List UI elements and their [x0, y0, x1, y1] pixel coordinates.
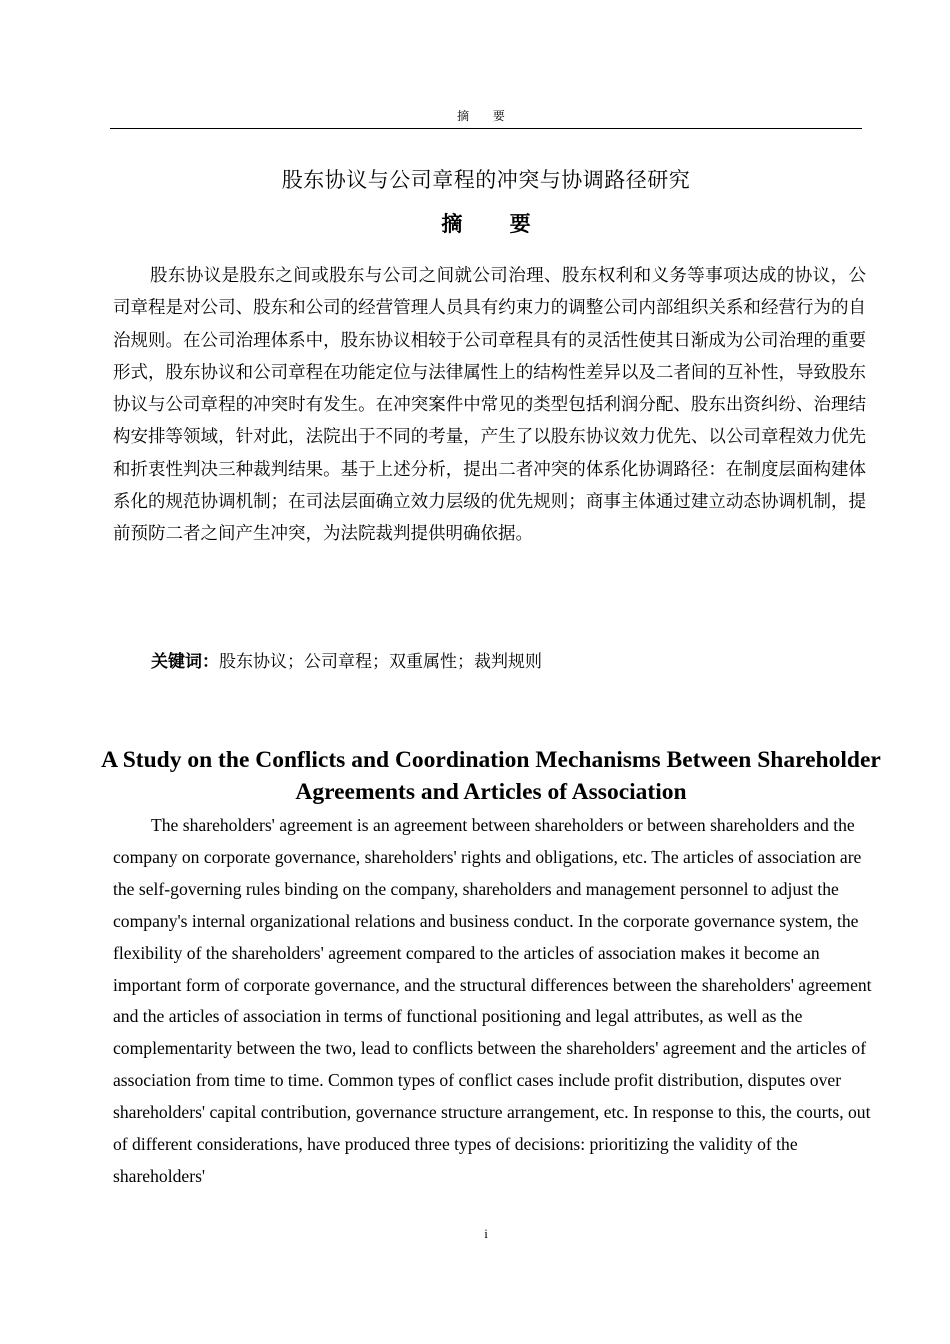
chinese-keywords — [151, 648, 542, 676]
chinese-title: 股东协议与公司章程的冲突与协调路径研究 — [281, 168, 691, 192]
chinese-abstract-body: 股东协议是股东之间或股东与公司之间就公司治理、股东权利和义务等事项达成的协议，公司章程是对公司、股东和公司的经营管理人员具有约束力的调整公司内部组织关系和经营行为的自治规则。在公司治理体系中，股东协议相较于公司章程具有的灵活性使其日渐成为公司治理的重要形式，股东协议和公司章程在功能定位与法律属性上的结构性差异以及二者间的互补性，导致股东协议与公司章程的冲突时有发生。在冲突案件中常见的类型包括利润分配、股东出资纠纷、治理结构安排等领域，针对此，法院出于不同的考量，产生了以股东协议效力优先、以公司章程效力优先和折衷性判决三种裁判结果。基于上述分析，提出二者冲突的体系化协调路径：在制度层面构建体系化的规范协调机制；在司法层面确立效力层级的优先规则；商事主体通过建立动态协调机制，提前预防二者之间产生冲突，为法院裁判提供明确依据。 — [113, 266, 866, 545]
keywords-label: 关键词： — [151, 652, 219, 672]
english-abstract-body: The shareholders' agreement is an agreement between shareholders or between shareholders and the company on corporate governance, shareholders' rights and obligations, etc. The articles of association are the self-governing rules binding on the company, shareholders and management personnel to adjust the company's internal organizational relations and business conduct. In the corporate governance system, the flexibility of the shareholders' agreement compared to the articles of association makes it become an important form of corporate governance, and the structural differences between the shareholders' agreement and the articles of association in terms of functional positioning and legal attributes, as well as the complementarity between the two, lead to conflicts between the shareholders' agreement and the articles of association from time to time. Common types of conflict cases include profit distribution, disputes over shareholders' capital contribution, governance structure arrangement, etc. In response to this, the courts, out of different considerations, have produced three types of decisions: prioritizing the validity of the shareholders' — [113, 815, 872, 1186]
running-header: 摘 要 — [457, 109, 515, 123]
english-title: A Study on the Conflicts and Coordination Mechanisms Between Shareholder Agreements and Articles of Association — [101, 747, 881, 805]
header-rule — [110, 128, 862, 129]
page-number: i — [484, 1226, 488, 1241]
chinese-abstract-heading: 摘 要 — [441, 212, 551, 236]
keywords-list: 股东协议；公司章程；双重属性；裁判规则 — [219, 652, 542, 672]
